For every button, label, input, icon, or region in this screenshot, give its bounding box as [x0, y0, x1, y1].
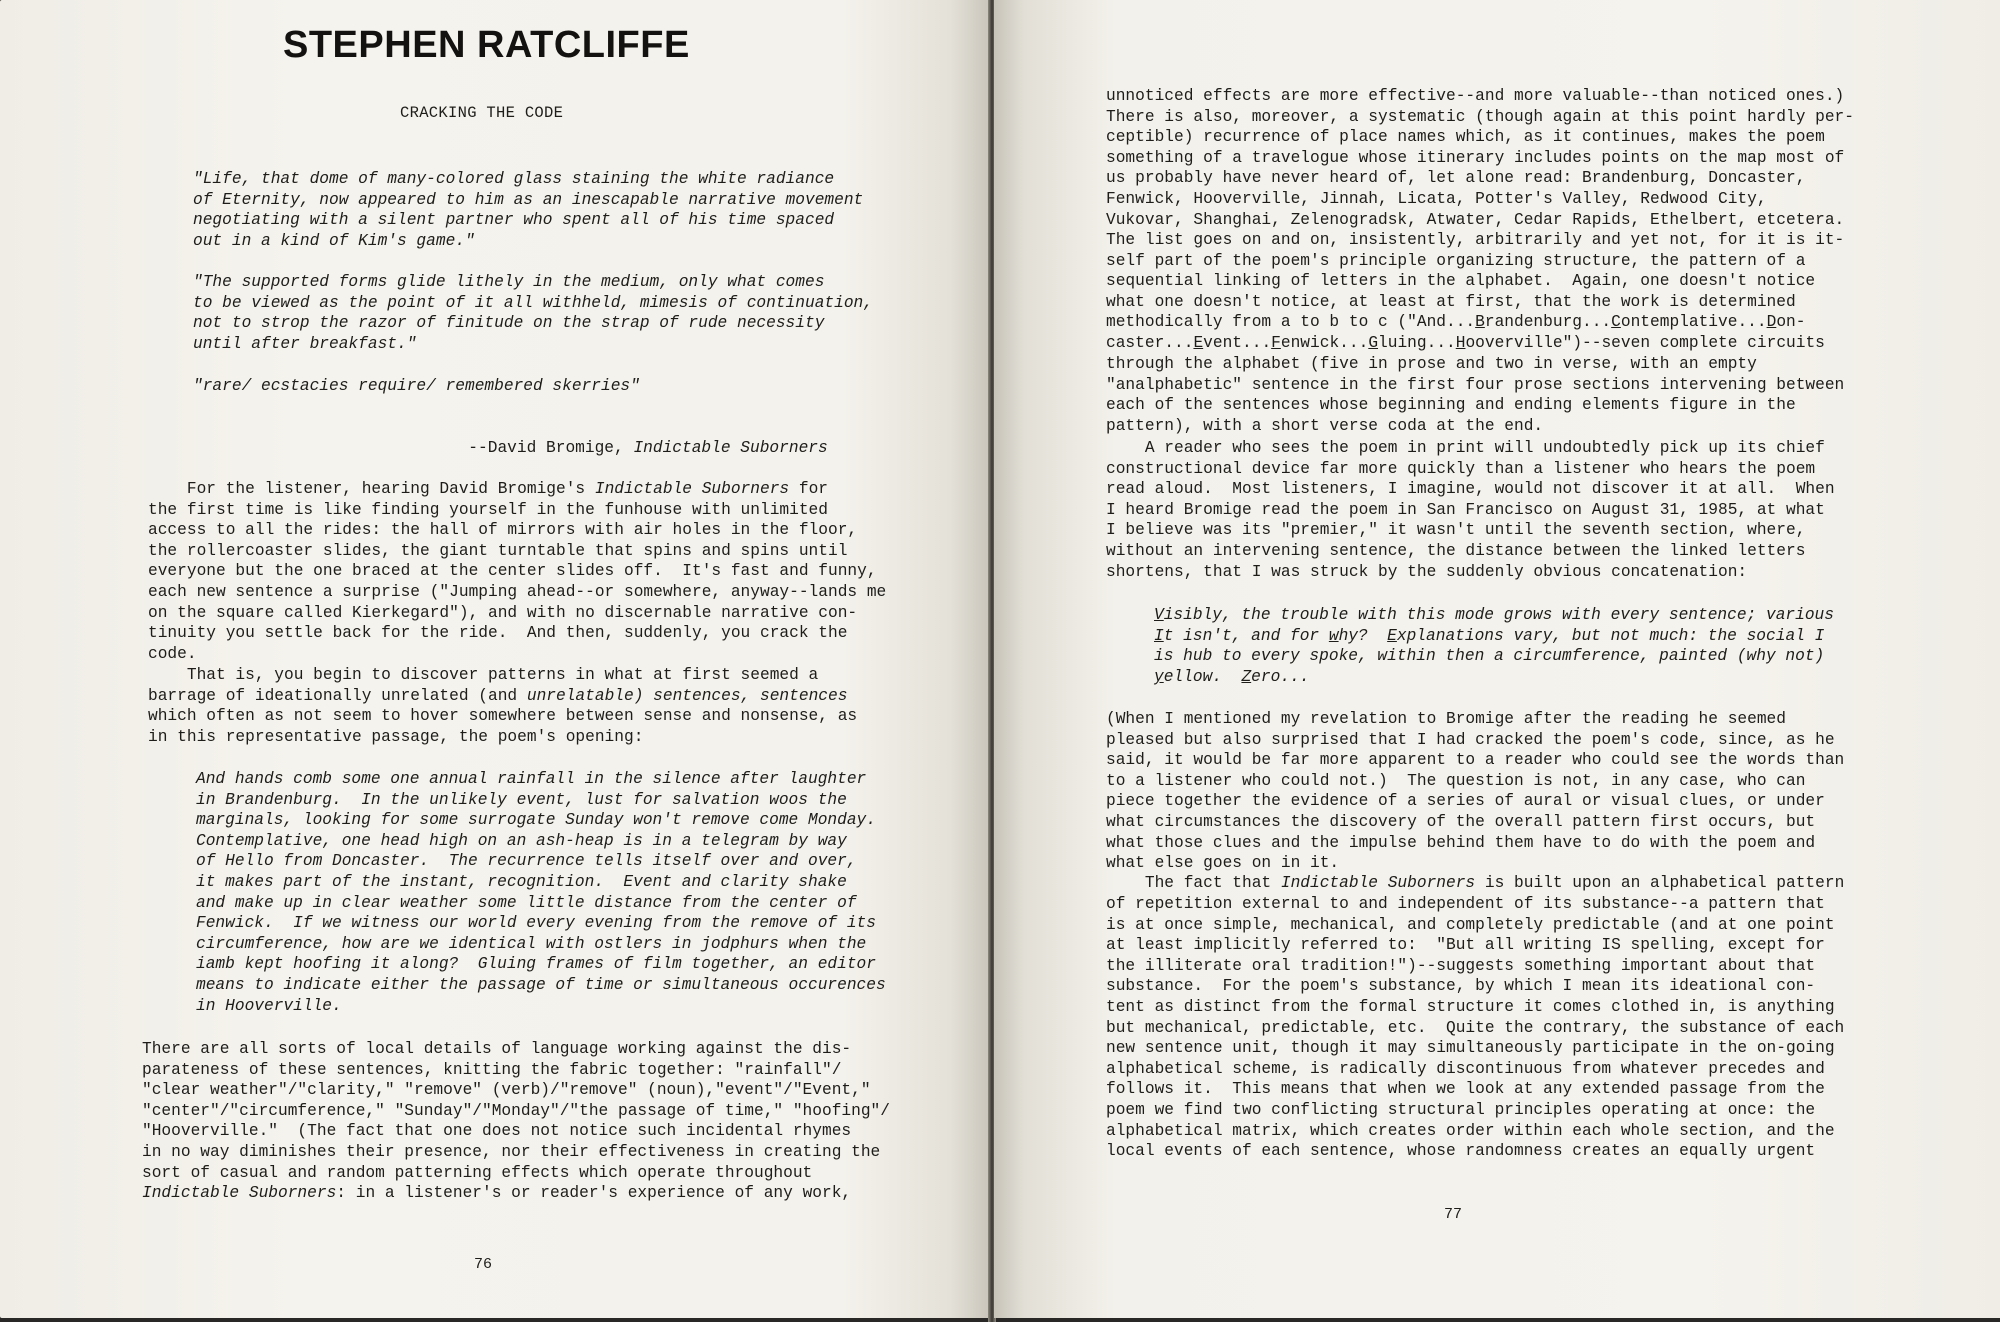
text-line: something of a travelogue whose itinerary includes points on the map most of: [1106, 148, 1845, 167]
text-segment: D: [1766, 313, 1777, 331]
text-segment: the first time is like finding yourself in the funhouse with unlimited: [148, 500, 828, 519]
text-segment: I: [1154, 626, 1164, 645]
essay-title: CRACKING THE CODE: [400, 104, 564, 122]
alphabet-line-1: [1106, 312, 1805, 333]
poem-excerpt: [196, 769, 886, 1016]
text-line: marginals, looking for some surrogate Sunday won't remove come Monday.: [196, 811, 876, 830]
text-segment: w: [1328, 626, 1339, 645]
paragraph-2: [148, 665, 857, 747]
text-line: "Life, that dome of many-colored glass staining the white radiance: [193, 170, 835, 188]
text-line: iamb kept hoofing it along? Gluing frames of film together, an editor: [196, 955, 876, 974]
text-line: [148, 582, 886, 603]
text-line: circumference, how are we identical with ostlers in jodphurs when the: [196, 934, 867, 953]
text-segment: vent...: [1203, 334, 1272, 352]
text-segment: in this representative passage, the poem's opening:: [148, 727, 644, 746]
text-segment: tinuity you settle back for the ride. And then, suddenly, you crack the: [148, 624, 848, 643]
text-line: [148, 479, 886, 500]
paragraph-4: [1106, 894, 1844, 1162]
text-segment: randenburg...: [1484, 313, 1612, 331]
text-line: [1106, 873, 1844, 894]
text-segment: "center"/"circumference," "Sunday"/"Monday"/"the passage of time," "hoofing"/: [142, 1101, 890, 1120]
text-line: [148, 706, 857, 727]
text-line: [1154, 646, 1834, 667]
text-line: and make up in clear weather some little distance from the center of: [196, 893, 857, 912]
text-segment: ellow.: [1163, 667, 1242, 686]
text-segment: parateness of these sentences, knitting the fabric together: "rainfall"/: [142, 1060, 842, 1079]
text-segment: on the square called Kierkegard"), and with no discernable narrative con-: [148, 603, 858, 622]
text-line: tent as distinct from the formal structure it comes clothed in, is anything: [1106, 997, 1835, 1016]
text-line: [142, 1142, 890, 1163]
text-line: [1106, 312, 1805, 333]
text-line: [142, 1121, 890, 1142]
text-line: self part of the poem's principle organizing structure, the pattern of a: [1106, 251, 1806, 270]
text-segment: access to all the rides: the hall of mirrors with air holes in the floor,: [148, 521, 858, 540]
text-segment: C: [1611, 313, 1621, 331]
text-line: until after breakfast.": [193, 334, 417, 353]
text-line: [142, 1060, 890, 1081]
text-segment: code.: [148, 644, 197, 663]
text-segment: in no way diminishes their presence, nor their effectiveness in creating the: [142, 1142, 881, 1161]
text-line: Contemplative, one head high on an ash-heap is in a telegram by way: [196, 831, 847, 850]
text-line: [1154, 626, 1834, 647]
text-line: what else goes on in it.: [1106, 854, 1340, 873]
paragraph-3: [1106, 709, 1844, 874]
text-line: through the alphabet (five in prose and two in verse, with an empty: [1106, 355, 1757, 373]
attribution-book: Indictable Suborners: [633, 438, 828, 457]
text-line: new sentence unit, though it may simultaneously participate in the on-going: [1106, 1039, 1835, 1058]
text-line: but mechanical, predictable, etc. Quite the contrary, the substance of each: [1106, 1018, 1845, 1037]
text-segment: V: [1154, 606, 1164, 624]
text-segment: For the listener, hearing David Bromige's: [148, 480, 595, 498]
text-segment: That is, you begin to discover patterns in what at first seemed a: [148, 666, 819, 684]
text-segment: y: [1154, 667, 1164, 686]
text-line: is at once simple, mechanical, and completely predictable (and at one point: [1106, 915, 1835, 934]
attribution-prefix: --David Bromige,: [468, 438, 634, 457]
text-segment: Indictable Suborners: [594, 480, 790, 498]
text-line: to a listener who could not.) The question is not, in any case, who can: [1106, 771, 1806, 790]
text-line: to be viewed as the point of it all withheld, mimesis of continuation,: [193, 293, 873, 312]
text-segment: barrage of ideationally unrelated (and: [148, 686, 527, 705]
text-segment: G: [1368, 334, 1379, 352]
text-segment: B: [1475, 313, 1485, 331]
right-page: [994, 0, 2000, 1318]
text-line: substance. For the poem's substance, by which I mean its ideational con-: [1106, 977, 1816, 996]
text-line: "analphabetic" sentence in the first four prose sections intervening between: [1106, 375, 1845, 394]
text-line: poem we find two conflicting structural principles operating at once: the: [1106, 1100, 1816, 1119]
text-segment: hy?: [1338, 626, 1388, 645]
paragraph-4-first-line: [1106, 873, 1844, 894]
text-segment: the rollercoaster slides, the giant turntable that spins and spins until: [148, 541, 848, 560]
text-segment: H: [1455, 334, 1466, 352]
text-line: Vukovar, Shanghai, Zelenogradsk, Atwater, Cedar Rapids, Ethelbert, etcetera.: [1106, 210, 1845, 229]
text-line: I heard Bromige read the poem in San Francisco on August 31, 1985, at what: [1106, 500, 1825, 519]
text-line: sequential linking of letters in the alphabet. Again, one doesn't notice: [1106, 272, 1816, 291]
text-segment: : in a listener's or reader's experience of any work,: [336, 1184, 852, 1203]
paragraph-1: [1106, 86, 1854, 313]
text-segment: on-: [1776, 313, 1806, 331]
text-segment: E: [1387, 626, 1397, 645]
text-segment: "clear weather"/"clarity," "remove" (verb)/"remove" (noun),"event"/"Event,": [142, 1081, 871, 1100]
text-line: [142, 1039, 890, 1060]
text-line: "rare/ ecstacies require/ remembered skerries": [193, 377, 640, 395]
text-line: of repetition external to and independent of its substance--a pattern that: [1106, 895, 1825, 913]
text-line: not to strop the razor of finitude on the strap of rude necessity: [193, 314, 825, 333]
text-segment: sort of casual and random patterning effects which operate throughout: [142, 1163, 813, 1182]
text-segment: Indictable Suborners: [142, 1184, 337, 1203]
text-line: Fenwick, Hooverville, Jinnah, Licata, Potter's Valley, Redwood City,: [1106, 189, 1767, 208]
text-line: [148, 603, 886, 624]
epigraph-3: [193, 376, 640, 397]
paragraph-3: [142, 1039, 890, 1204]
text-line: unnoticed effects are more effective--and more valuable--than noticed ones.): [1106, 87, 1845, 105]
text-segment: The fact that: [1106, 874, 1281, 892]
text-line: And hands comb some one annual rainfall in the silence after laughter: [196, 770, 867, 788]
text-line: Fenwick. If we witness our world every evening from the remove of its: [196, 914, 876, 933]
text-line: of Eternity, now appeared to him as an inescapable narrative movement: [193, 190, 864, 209]
page-number-left: 76: [474, 1256, 493, 1273]
text-segment: each new sentence a surprise ("Jumping ahead--or somewhere, anyway--lands me: [148, 582, 887, 601]
text-segment: There are all sorts of local details of language working against the dis-: [142, 1040, 852, 1058]
text-segment: everyone but the one braced at the center slides off. It's fast and funny,: [148, 562, 877, 581]
text-line: what one doesn't notice, at least at first, that the work is determined: [1106, 292, 1796, 311]
text-segment: methodically from a to b to c ("And...: [1106, 313, 1476, 331]
text-segment: E: [1193, 334, 1204, 352]
text-segment: F: [1271, 334, 1281, 352]
text-segment: isibly, the trouble with this mode grows with every sentence; various: [1163, 606, 1834, 624]
text-line: There is also, moreover, a systematic (though again at this point hardly per-: [1106, 107, 1854, 126]
text-line: [148, 644, 886, 665]
text-line: [148, 541, 886, 562]
text-line: [148, 623, 886, 644]
text-line: [148, 520, 886, 541]
text-line: what those clues and the impulse behind them have to do with the poem and: [1106, 833, 1816, 852]
paragraph-1: [148, 479, 886, 664]
text-line: us probably have never heard of, let alone read: Brandenburg, Doncaster,: [1106, 169, 1806, 188]
text-segment: ontemplative...: [1620, 313, 1767, 331]
text-line: A reader who sees the poem in print will undoubtedly pick up its chief: [1106, 439, 1825, 457]
text-segment: xplanations vary, but not much: the social I: [1396, 626, 1825, 645]
epigraph-1: [193, 169, 863, 251]
text-segment: which often as not seem to hover somewhere between sense and nonsense, as: [148, 707, 858, 726]
text-line: pattern), with a short verse coda at the end.: [1106, 416, 1544, 435]
text-line: [1106, 333, 1825, 354]
text-line: piece together the evidence of a series of aural or visual clues, or under: [1106, 792, 1825, 811]
text-line: (When I mentioned my revelation to Bromige after the reading he seemed: [1106, 710, 1786, 728]
text-line: the illiterate oral tradition!")--suggests something important about that: [1106, 956, 1816, 975]
text-segment: ooverville")--seven complete circuits: [1465, 334, 1825, 352]
text-segment: t isn't, and for: [1163, 626, 1329, 645]
author-heading: STEPHEN RATCLIFFE: [283, 24, 690, 66]
text-line: ceptible) recurrence of place names which, as it continues, makes the poem: [1106, 128, 1825, 147]
text-line: each of the sentences whose beginning and ending elements figure in the: [1106, 396, 1796, 415]
paragraph-2: [1106, 438, 1835, 582]
text-line: [1154, 605, 1834, 626]
text-line: it makes part of the instant, recognition. Event and clarity shake: [196, 872, 847, 891]
text-line: said, it would be far more apparent to a reader who could see the words than: [1106, 751, 1845, 770]
text-line: [148, 561, 886, 582]
text-line: constructional device far more quickly than a listener who hears the poem: [1106, 459, 1816, 478]
text-segment: Indictable Suborners: [1280, 874, 1476, 892]
text-line: means to indicate either the passage of time or simultaneous occurences: [196, 975, 886, 994]
epigraph-attribution: [410, 417, 828, 479]
text-line: local events of each sentence, whose randomness creates an equally urgent: [1106, 1142, 1816, 1161]
left-page: [0, 0, 990, 1318]
text-segment: Z: [1241, 667, 1252, 686]
alphabet-line-2: [1106, 333, 1825, 354]
text-line: read aloud. Most listeners, I imagine, would not discover it at all. When: [1106, 480, 1835, 499]
text-line: [148, 686, 857, 707]
paragraph-1-end: [1106, 354, 1844, 436]
epigraph-2: [193, 272, 873, 354]
text-line: [142, 1163, 890, 1184]
text-line: at least implicitly referred to: "But all writing IS spelling, except for: [1106, 936, 1825, 955]
poem-excerpt: [1154, 605, 1834, 687]
text-segment: ero...: [1251, 667, 1310, 686]
text-line: [1154, 667, 1834, 688]
text-line: [148, 665, 857, 686]
text-line: [142, 1101, 890, 1122]
text-line: alphabetical matrix, which creates order within each whole section, and the: [1106, 1121, 1835, 1140]
text-line: [148, 727, 857, 748]
text-line: The list goes on and on, insistently, arbitrarily and yet not, for it is it-: [1106, 231, 1845, 250]
text-line: [142, 1080, 890, 1101]
text-line: alphabetical scheme, is radically discontinuous from whatever precedes and: [1106, 1059, 1825, 1078]
text-line: [148, 500, 886, 521]
text-line: what circumstances the discovery of the overall pattern first occurs, but: [1106, 812, 1816, 831]
text-segment: luing...: [1378, 334, 1456, 352]
text-segment: "Hooverville." (The fact that one does not notice such incidental rhymes: [142, 1122, 852, 1141]
text-line: shortens, that I was struck by the suddenly obvious concatenation:: [1106, 562, 1748, 581]
text-segment: caster...: [1106, 334, 1194, 352]
text-segment: unrelatable) sentences, sentences: [526, 686, 848, 705]
text-line: in Brandenburg. In the unlikely event, lust for salvation woos the: [196, 790, 847, 809]
text-line: in Hooverville.: [196, 996, 342, 1015]
text-line: without an intervening sentence, the distance between the linked letters: [1106, 541, 1806, 560]
text-segment: is built upon an alphabetical pattern: [1475, 874, 1845, 892]
text-line: pleased but also surprised that I had cracked the poem's code, since, as he: [1106, 730, 1835, 749]
text-segment: enwick...: [1280, 334, 1369, 352]
text-line: [142, 1183, 890, 1204]
page-number-right: 77: [1444, 1206, 1463, 1223]
text-line: follows it. This means that when we look at any extended passage from the: [1106, 1080, 1825, 1099]
text-segment: is hub to every spoke, within then a circumference, painted (why not): [1154, 647, 1825, 666]
text-line: out in a kind of Kim's game.": [193, 231, 475, 250]
text-line: "The supported forms glide lithely in the medium, only what comes: [193, 273, 825, 291]
text-line: I believe was its "premier," it wasn't until the seventh section, where,: [1106, 521, 1806, 540]
text-line: negotiating with a silent partner who spent all of his time spaced: [193, 211, 835, 230]
text-line: of Hello from Doncaster. The recurrence tells itself over and over,: [196, 852, 857, 871]
text-segment: for: [789, 480, 829, 498]
